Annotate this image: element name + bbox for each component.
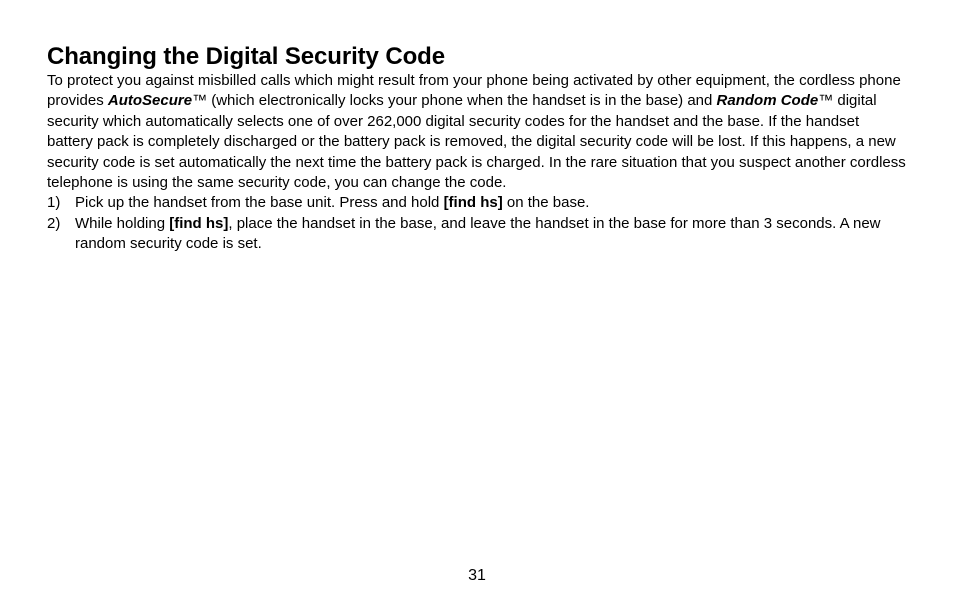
- random-code-brand: Random Code: [716, 92, 819, 110]
- step-text-before: While holding: [75, 214, 170, 232]
- find-hs-key-label: [find hs]: [443, 194, 503, 212]
- step-text-after: on the base.: [502, 194, 590, 212]
- step-item: [47, 193, 907, 213]
- step-text-before: Pick up the handset from the base unit. Press and hold: [75, 194, 444, 212]
- page-number: 31: [468, 567, 486, 584]
- autosecure-brand: AutoSecure: [107, 92, 193, 110]
- document-page: [47, 42, 907, 255]
- steps-list: [47, 193, 907, 254]
- step-item: [47, 214, 907, 255]
- find-hs-key-label: [find hs]: [169, 214, 229, 232]
- intro-text-2: ™ (which electronically locks your phone when the handset is in the base) and: [192, 92, 717, 110]
- step-number: 1): [47, 194, 61, 212]
- step-number: 2): [47, 214, 61, 232]
- page-title: Changing the Digital Security Code: [47, 43, 445, 70]
- intro-paragraph: [47, 71, 907, 193]
- intro-text-3: ™ digital security which automatically selects one of over 262,000 digital security codes for the handset and the base. If the handset battery pack is completely discharged or the battery pack is removed, the digital security code will be lost. If this happens, a new security code is set automatically the next time the battery pack is charged. In the rare situation that you suspect another cordless telephone is using the same security code, you can change the code.: [47, 92, 906, 192]
- intro-text-1: To protect you against misbilled calls which might result from your phone being activated by other equipment, the cordless phone provides: [47, 72, 901, 110]
- step-text-after: , place the handset in the base, and leave the handset in the base for more than 3 seconds. A new random security code is set.: [75, 214, 881, 253]
